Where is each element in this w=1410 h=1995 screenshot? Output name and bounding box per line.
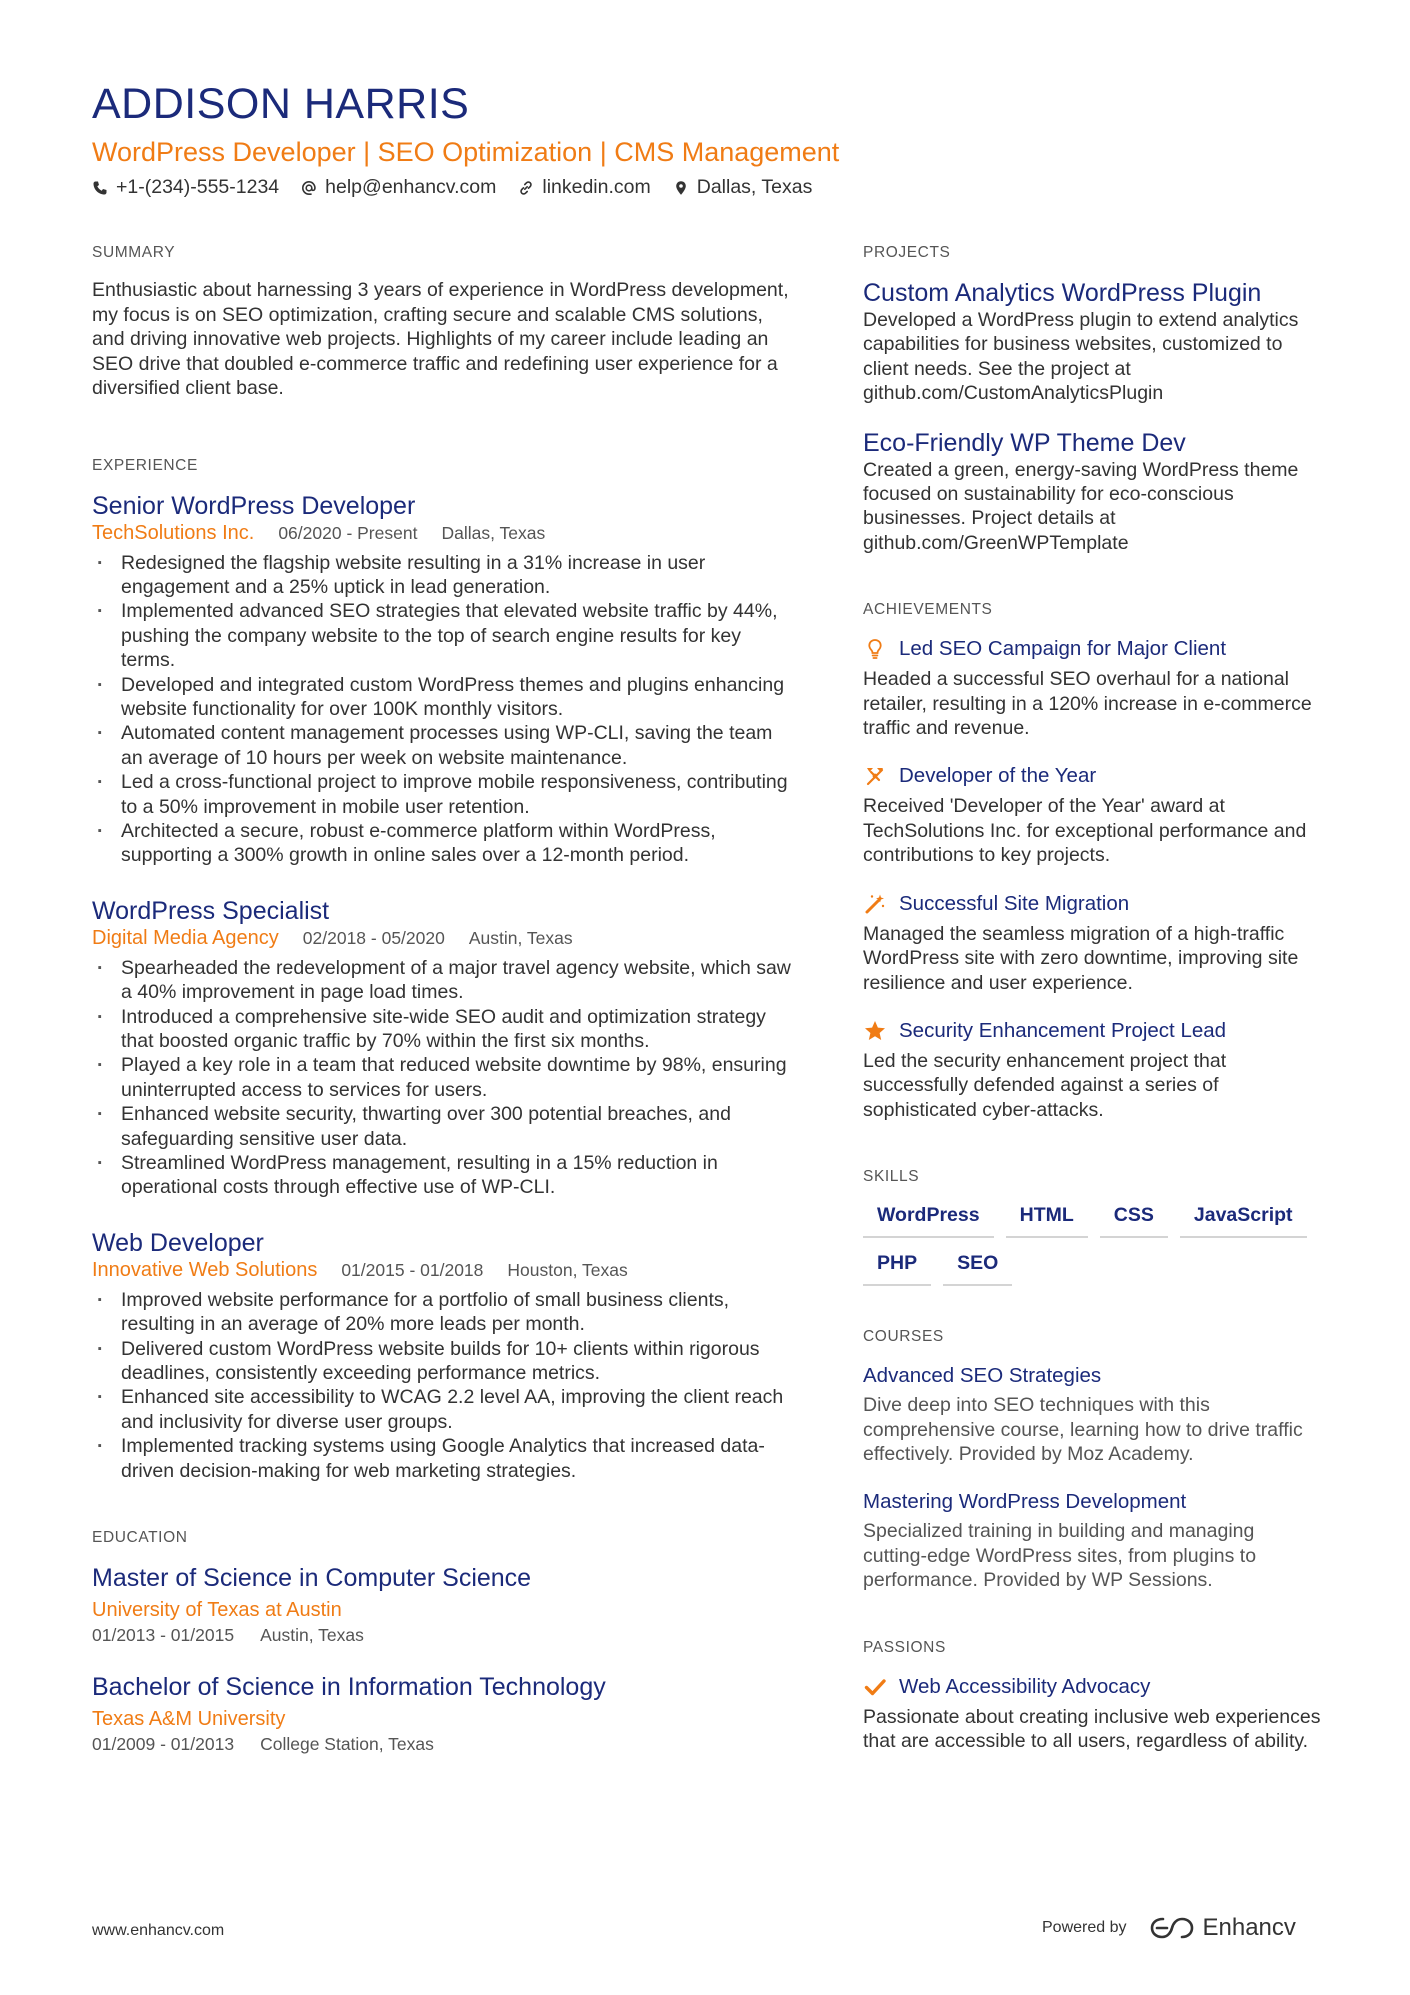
project-title: Custom Analytics WordPress Plugin	[863, 279, 1262, 307]
course-desc: Dive deep into SEO techniques with this comprehensive course, learning how to drive traffic effectively. Provided by Moz Academy.	[863, 1394, 1303, 1465]
achievement-desc: Led the security enhancement project that successfully defended against a series of sophisticated cyber-attacks.	[863, 1049, 1227, 1121]
contact-email[interactable]	[301, 176, 496, 199]
education-heading: EDUCATION	[92, 1529, 188, 1547]
edu-location: College Station, Texas	[260, 1734, 434, 1755]
course-title: Mastering WordPress Development	[863, 1490, 1187, 1514]
project-desc: Developed a WordPress plugin to extend analytics capabilities for business websites, customized to client needs. See the project at github.com/CustomAnalyticsPlugin	[863, 309, 1299, 405]
job-entry	[92, 896, 792, 1200]
enhancv-logo-icon	[1149, 1915, 1195, 1941]
bullet: · Implemented tracking systems using Google Analytics that increased data-driven decision-making for web marketing strategies.	[92, 1434, 792, 1483]
bullet: · Redesigned the flagship website resulting in a 31% increase in user engagement and a 25% uptick in lead generation.	[92, 551, 792, 600]
project-desc: Created a green, energy-saving WordPress theme focused on sustainability for eco-conscious businesses. Project details at github.com/GreenWPTemplate	[863, 458, 1299, 554]
achievement-title: Security Enhancement Project Lead	[899, 1018, 1227, 1042]
footer-website[interactable]: www.enhancv.com	[92, 1922, 225, 1939]
project-entry	[863, 428, 1323, 556]
enhancv-logo[interactable]	[1149, 1914, 1296, 1942]
skills-heading: SKILLS	[863, 1168, 920, 1186]
bullet: · Implemented advanced SEO strategies that elevated website traffic by 44%, pushing the company website to the top of search engine results for key terms.	[92, 599, 792, 672]
skill-tag: WordPress	[863, 1202, 994, 1238]
edu-school: University of Texas at Austin	[92, 1599, 342, 1622]
skill-tag: JavaScript	[1180, 1202, 1307, 1238]
achievement-desc: Managed the seamless migration of a high-traffic WordPress site with zero downtime, improving site resilience and user experience.	[863, 922, 1299, 994]
footer-powered	[1042, 1914, 1296, 1942]
job-meta	[92, 521, 792, 545]
job-meta	[92, 1258, 792, 1282]
bullet: · Improved website performance for a portfolio of small business clients, resulting in an average of 20% more leads per month.	[92, 1288, 792, 1337]
projects-heading: PROJECTS	[863, 244, 951, 261]
edu-degree: Bachelor of Science in Information Technology	[92, 1673, 606, 1702]
skill-tag: PHP	[863, 1250, 931, 1286]
headline: WordPress Developer | SEO Optimization | CMS Management	[92, 137, 840, 167]
passion-header	[863, 1673, 1323, 1701]
star-icon	[863, 1019, 887, 1043]
achievement-header	[863, 762, 1323, 790]
bullet: · Played a key role in a team that reduced website downtime by 98%, ensuring uninterrupted access to services for users.	[92, 1053, 792, 1102]
job-bullets	[92, 551, 792, 868]
passion-entry	[863, 1673, 1323, 1754]
location-text: Dallas, Texas	[696, 176, 813, 198]
job-location: Houston, Texas	[507, 1259, 628, 1280]
job-bullets	[92, 1288, 792, 1483]
bullet: · Architected a secure, robust e-commerce platform within WordPress, supporting a 300% growth in online sales over a 12-month period.	[92, 819, 792, 868]
courses-heading: COURSES	[863, 1328, 944, 1346]
edu-meta	[92, 1622, 792, 1648]
bullet: · Led a cross-functional project to improve mobile responsiveness, contributing to a 50% improvement in mobile user retention.	[92, 770, 792, 819]
edu-meta	[92, 1731, 792, 1757]
experience-heading: EXPERIENCE	[92, 456, 198, 474]
job-company: Digital Media Agency	[92, 926, 279, 949]
at-icon	[301, 180, 317, 196]
edu-location: Austin, Texas	[260, 1625, 364, 1646]
brand-name: Enhancv	[1202, 1914, 1296, 1941]
edu-degree: Master of Science in Computer Science	[92, 1564, 532, 1593]
check-icon	[863, 1675, 887, 1699]
edu-dates: 01/2013 - 01/2015	[92, 1625, 235, 1646]
job-company: TechSolutions Inc.	[92, 521, 255, 544]
contact-location	[673, 176, 813, 199]
project-entry	[863, 278, 1323, 406]
phone-text: +1-(234)-555-1234	[116, 176, 280, 198]
bullet: · Introduced a comprehensive site-wide SEO audit and optimization strategy that boosted organic traffic by 70% within the first six months.	[92, 1005, 792, 1054]
achievement-title: Developer of the Year	[899, 764, 1097, 788]
project-title: Eco-Friendly WP Theme Dev	[863, 428, 1186, 457]
job-bullets	[92, 956, 792, 1200]
bullet: · Developed and integrated custom WordPress themes and plugins enhancing website functionality for over 100K monthly visitors.	[92, 673, 792, 722]
bullet: · Delivered custom WordPress website builds for 10+ clients within rigorous deadlines, consistently exceeding performance metrics.	[92, 1337, 792, 1386]
contact-phone[interactable]	[92, 176, 279, 199]
edu-school: Texas A&M University	[92, 1708, 286, 1731]
job-role: Web Developer	[92, 1228, 264, 1257]
passion-desc: Passionate about creating inclusive web experiences that are accessible to all users, regardless of ability.	[863, 1705, 1321, 1752]
contact-linkedin[interactable]	[518, 176, 650, 199]
course-entry	[863, 1488, 1323, 1592]
summary-heading: SUMMARY	[92, 244, 176, 261]
achievement-entry	[863, 635, 1323, 740]
right-column	[863, 244, 1323, 1775]
education-entry	[92, 1672, 792, 1757]
summary-text: Enthusiastic about harnessing 3 years of experience in WordPress development, my focus is on SEO optimization, crafting secure and scalable CMS solutions, and driving innovative web projects. Highlights of my career include leading an SEO drive that doubled e-commerce traffic and redefining user experience for a diversified client base.	[92, 279, 789, 399]
job-meta	[92, 926, 792, 950]
achievement-header	[863, 890, 1323, 918]
skill-tag: SEO	[943, 1250, 1012, 1286]
job-entry	[92, 491, 792, 868]
job-role: Senior WordPress Developer	[92, 491, 416, 520]
phone-icon	[92, 180, 108, 196]
job-location: Dallas, Texas	[441, 522, 546, 543]
achievement-title: Successful Site Migration	[899, 891, 1130, 915]
bullet: · Streamlined WordPress management, resulting in a 15% reduction in operational costs through effective use of WP-CLI.	[92, 1151, 792, 1200]
edu-dates: 01/2009 - 01/2013	[92, 1734, 235, 1755]
skills-list	[863, 1202, 1323, 1286]
passions-heading: PASSIONS	[863, 1638, 946, 1656]
bullet: · Enhanced site accessibility to WCAG 2.2 level AA, improving the client reach and inclusivity for diverse user groups.	[92, 1385, 792, 1434]
skill-tag: CSS	[1100, 1202, 1168, 1238]
bullet: · Enhanced website security, thwarting over 300 potential breaches, and safeguarding sensitive user data.	[92, 1102, 792, 1151]
achievement-title: Led SEO Campaign for Major Client	[899, 637, 1227, 661]
contact-bar	[92, 176, 812, 199]
achievement-desc: Received 'Developer of the Year' award at TechSolutions Inc. for exceptional performance and contributions to key projects.	[863, 795, 1307, 867]
linkedin-text: linkedin.com	[542, 176, 651, 198]
trophy-icon	[863, 764, 887, 788]
achievement-entry	[863, 762, 1323, 867]
job-role: WordPress Specialist	[92, 896, 330, 925]
achievement-desc: Headed a successful SEO overhaul for a national retailer, resulting in a 120% increase in e-commerce traffic and revenue.	[863, 668, 1312, 740]
powered-by-label: Powered by	[1042, 1919, 1127, 1936]
bullet: · Automated content management processes using WP-CLI, saving the team an average of 10 hours per week on website maintenance.	[92, 721, 792, 770]
achievement-entry	[863, 1017, 1323, 1122]
education-entry	[92, 1563, 792, 1648]
achievement-entry	[863, 890, 1323, 995]
job-entry	[92, 1228, 792, 1483]
course-title: Advanced SEO Strategies	[863, 1364, 1102, 1388]
job-dates: 06/2020 - Present	[278, 522, 418, 543]
email-text: help@enhancv.com	[325, 176, 497, 198]
candidate-name: ADDISON HARRIS	[92, 80, 470, 128]
job-dates: 02/2018 - 05/2020	[302, 927, 445, 948]
course-desc: Specialized training in building and managing cutting-edge WordPress sites, from plugins to performance. Provided by WP Sessions.	[863, 1520, 1257, 1592]
passion-title: Web Accessibility Advocacy	[899, 1674, 1151, 1698]
achievement-header	[863, 635, 1323, 663]
magic-wand-icon	[863, 892, 887, 916]
course-entry	[863, 1362, 1323, 1466]
job-company: Innovative Web Solutions	[92, 1258, 318, 1281]
left-column	[92, 244, 792, 1781]
link-icon	[518, 180, 534, 196]
bullet: · Spearheaded the redevelopment of a major travel agency website, which saw a 40% improvement in page load times.	[92, 956, 792, 1005]
job-location: Austin, Texas	[468, 927, 573, 948]
achievements-heading: ACHIEVEMENTS	[863, 601, 993, 619]
lightbulb-icon	[863, 637, 887, 661]
job-dates: 01/2015 - 01/2018	[341, 1259, 484, 1280]
skill-tag: HTML	[1006, 1202, 1088, 1238]
location-icon	[673, 180, 689, 196]
achievement-header	[863, 1017, 1323, 1045]
